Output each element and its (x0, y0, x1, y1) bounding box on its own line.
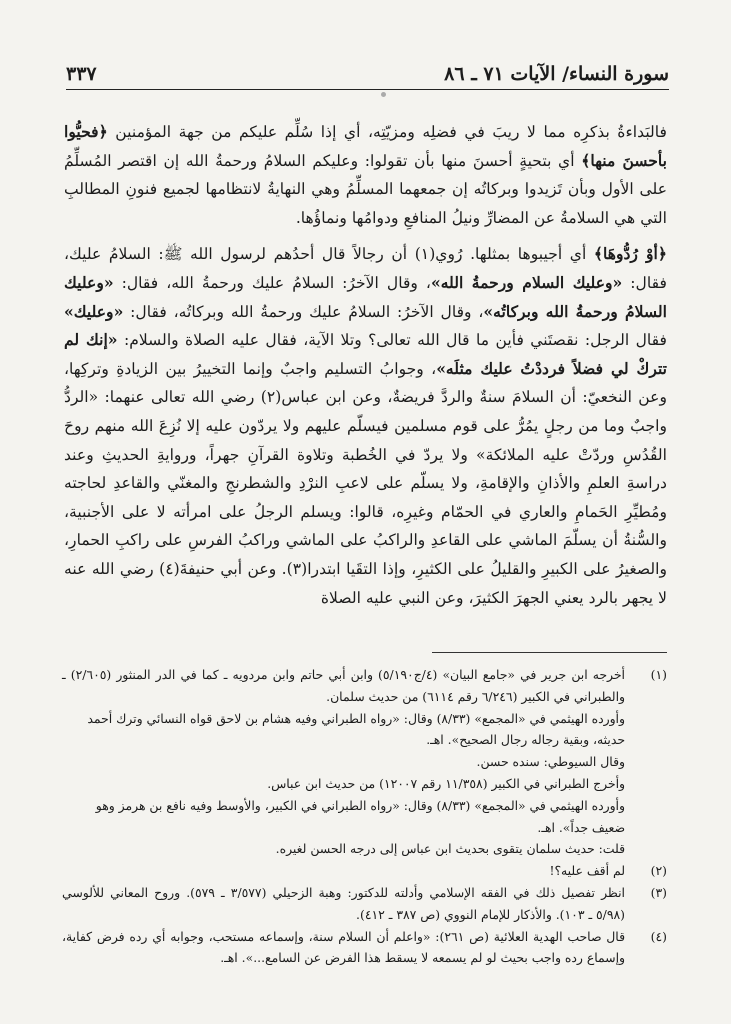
footnote-line: وأورده الهيثمي في «المجمع» (٨/٣٣) وقال: «رواه الطبراني في الكبير، والأوسط وفيه نافع بن هرمز وهو ضعيف جداً». اهـ. (95, 797, 625, 835)
text-run: فالبَداءةُ بذكرِه مما لا ريبَ في فضلِه ومزيّتِه، أي إذا سُلِّم عليكم من جهة المؤمنين (115, 123, 667, 141)
text-run: ، وقال الآخرُ: السلامُ عليك ورحمةُ الله وبركاتُه، فقال: (130, 302, 484, 321)
footnote-1 (62, 664, 667, 708)
text-run: ، وجوابُ التسليم واجبٌ وإنما التخييرُ بين الزيادةِ وتركِها، وعن النخعيّ: أن السلامَ سنةٌ والردَّ فريضةٌ، وعن ابن عباس (64, 359, 667, 407)
footnote-line: وأخرج الطبراني في الكبير (١١/٣٥٨ رقم ١٢٠٠٧) من حديث ابن عباس. (267, 775, 625, 791)
running-header (66, 56, 669, 90)
footnote-line: وأورده الهيثمي في «المجمع» (٨/٣٣) وقال: «رواه الطبراني وفيه هشام بن لاحق قواه النسائي وترك أحمد حديثه، وبقية رجاله رجال الصحيح». اهـ. (87, 710, 625, 748)
footnote-text: لم أقف عليه؟! (549, 863, 625, 879)
print-mark (381, 92, 386, 97)
hadith-quote: «إنك لم تتركْ لي فضلاً فرددْتُ عليك مثلَه» (64, 330, 667, 378)
main-text (64, 118, 667, 612)
paragraph-2 (64, 240, 667, 612)
footnote-divider (432, 652, 667, 653)
surah-title: سورة النساء/ الآيات ٧١ ـ ٨٦ (444, 63, 669, 85)
text-run: ، وقال الآخرُ: السلامُ عليك ورحمةُ الله، فقال: (121, 273, 431, 292)
page-number: ٣٣٧ (66, 63, 97, 85)
quran-quote: ﴿أوْ رُدُّوهَا﴾ (593, 244, 667, 264)
paragraph-1 (64, 118, 667, 232)
footnote-line: وقال السيوطي: سنده حسن. (476, 754, 625, 770)
text-run: أن رجالاً قال أحدُهم لرسول الله ﷺ: السلامُ عليك، فقال: (64, 245, 667, 292)
footnote-ref: (٤) (159, 559, 180, 578)
footnote-text: انظر تفصيل ذلك في الفقه الإسلامي وأدلته للدكتور: وهبة الزحيلي (٣/٥٧٧ ـ ٥٧٩). وروح المعاني للألوسي (٥/٩٨ ـ ١٠٣). والأذكار للإمام النووي (ص ٣٨٧ ـ ٤١٢). (62, 884, 625, 922)
footnote-text: قال صاحب الهدية العلائية (ص ٢٦١): «واعلم أن السلام سنة، وإسماعه مستحب، وجوابه أي رده فرض كفاية، وإسماع رده واجب بحيث لو لم يسمعه لا يسقط هذا الفرض عن السامع...». اهـ. (62, 928, 625, 966)
footnote-ref: (١) (414, 245, 436, 264)
text-run: . وعن أبي حنيفةَ (179, 559, 287, 578)
footnote-number: (٤) (650, 928, 667, 944)
hadith-quote: «وعليك السلامُ ورحمةُ الله وبركاتُه» (64, 272, 667, 321)
footnote-number: (٣) (650, 884, 667, 900)
quran-quote: ﴿فحيُّوا بأحسنَ منها﴾ (64, 122, 667, 170)
hadith-quote: «وعليك» (64, 301, 124, 321)
hadith-quote: «وعليك السلام ورحمةُ الله» (430, 272, 623, 292)
text-run: أي أجيبوها بمثلها. رُوي (435, 245, 587, 264)
footnote-ref: (٢) (260, 388, 282, 407)
footnote-4 (62, 926, 667, 970)
text-run: فقال الرجل: نقصتَني فأين ما قال الله تعالى؟ وتلا الآية، فقال عليه الصلاة والسلام: (123, 331, 668, 350)
footnote-3 (62, 882, 667, 926)
footnote-number: (٢) (650, 863, 667, 879)
text-run: رضي الله تعالى عنهما: «الردُّ واجبٌ وما من رجلٍ يمُرُّ على قوم مسلمين فيسلّم عليهم ولا يردّون عليه إلا نُزِعَ الله منهم روحَ القُدُسِ وردّتْ عليه الملائكة» ولا يردّ في الخُطبة وتلاوة القرآنِ جهراً، وروايةِ الحديثِ وعند دراسةِ العلمِ والأذانِ والإقامةِ، ولا يسلّم على لاعبِ النرْدِ والشطرنجِ والمغنّي والقاعدِ لحاجته ومُطيِّرِ الحَمامِ والعاري في الحمّام وغيرِه، قالوا: ويسلم الرجلُ على امرأته لا على الأجنبية، والسُّنةُ أن يسلّمَ الماشي على القاعدِ والراكبُ على الماشي وراكبُ الفرسِ على راكبِ الحمارِ، والصغيرُ على الكبيرِ والقليلُ على الكثيرِ، وإذا التقَيا ابتدرا (64, 388, 667, 578)
footnote-2 (62, 860, 667, 882)
text-run: رضي الله عنه لا يجهر بالرد يعني الجهرَ الكثيرَ، وعن النبي عليه الصلاة (64, 559, 667, 607)
footnote-line: قلت: حديث سلمان يتقوى بحديث ابن عباس إلى درجه الحسن لغيره. (275, 841, 625, 857)
footnote-number: (١) (650, 667, 667, 682)
text-run: أي بتحيةٍ أحسنَ منها بأن تقولوا: وعليكم السلامُ ورحمةُ الله إن اقتصر المُسلِّمُ على الأول وبأن تَزيدوا وبركاتُه إن جمعهما المسلِّمُ وهي النهايةُ لانتظامها لجميع فنونِ المطالبِ التي هي السلامةُ عن المضارِّ ونيلُ المنافعِ ودوامُها ونماؤُها. (64, 151, 667, 227)
footnotes (62, 664, 667, 969)
footnote-text: أخرجه ابن جرير في «جامع البيان» (٤/ج٥/١٩٠) وابن أبي حاتم وابن مردويه ـ كما في الدر المنثور (٢/٦٠٥) ـ والطبراني في الكبير (٦/٢٤٦ رقم ٦١١٤) من حديث سلمان. (62, 667, 625, 704)
footnote-ref: (٣) (286, 559, 308, 578)
